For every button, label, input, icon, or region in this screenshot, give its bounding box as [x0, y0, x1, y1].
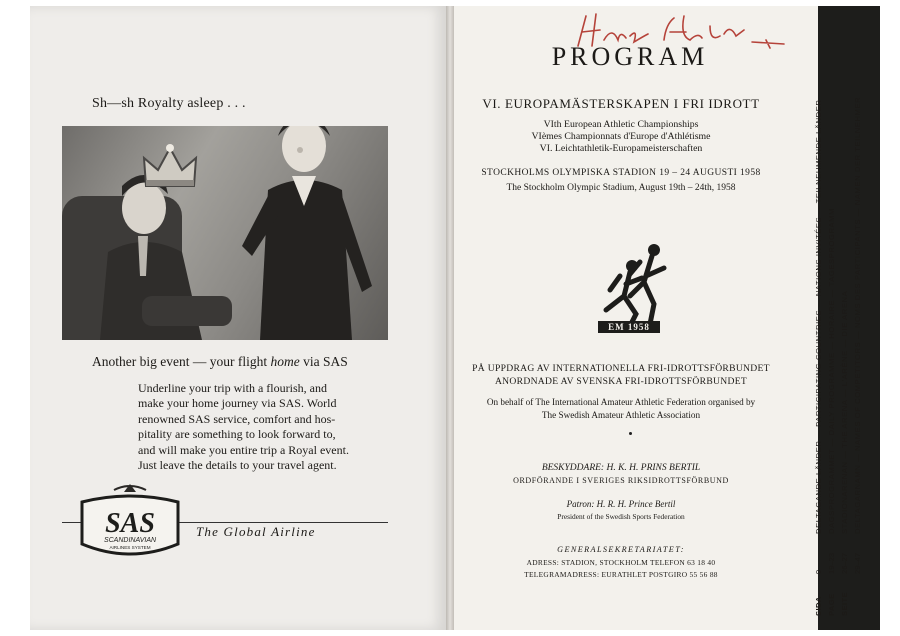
- patron-swedish: [454, 463, 788, 473]
- contents-pages: 19–23: [827, 552, 836, 574]
- organiser-note: [454, 396, 788, 421]
- patron-swedish-title: ORDFÖRANDE I SVERIGES RIKSIDROTTSFÖRBUND: [513, 476, 729, 485]
- page-key-de: SEITE: [840, 592, 849, 616]
- contents-row: [838, 16, 851, 616]
- contents-title: DELTAGARNAMN — NAMES OF COMPETITORS — NOMS DES PARTICIPANTS — NAMEN DER TEILNEHMER: [853, 96, 862, 534]
- sas-logo: [74, 480, 186, 570]
- ad-subhead-suffix: via SAS: [299, 354, 348, 369]
- contents-row: [851, 16, 864, 616]
- championship-title-de: VI. Leichtathletik-Europameisterschaften: [539, 143, 703, 154]
- secretariat-label: GENERALSEKRETARIATET:: [557, 545, 685, 554]
- contents-row: [812, 16, 825, 616]
- commission-line-2: ANORDNADE AV SVENSKA FRI-IDROTTSFÖRBUNDET: [494, 376, 748, 387]
- contents-row: [825, 16, 838, 616]
- venue-english: The Stockholm Olympic Stadium, August 19th – 24th, 1958: [506, 183, 736, 193]
- stewardess-figure: [212, 126, 388, 340]
- patron-english: [454, 499, 788, 509]
- patron-english-text: Patron: H. R. H. Prince Bertil: [566, 499, 676, 509]
- commission-line-1: PÅ UPPDRAG AV INTERNATIONELLA FRI-IDROTTSFÖRBUNDET: [472, 363, 770, 374]
- ad-body-line: pitality are something to look forward to,: [138, 427, 336, 442]
- contents-index: [812, 16, 866, 616]
- ad-body-line: and will make you entire trip a Royal event.: [138, 442, 349, 457]
- crown-icon: [140, 142, 200, 192]
- patron-swedish-text: BESKYDDARE: H. K. H. PRINS BERTIL: [541, 463, 701, 473]
- emblem-year-badge: EM 1958: [598, 321, 660, 333]
- contents-pages: 29–47: [853, 552, 862, 574]
- patron-english-title: President of the Swedish Sports Federation: [557, 512, 685, 521]
- advertisement-photo: [62, 126, 388, 340]
- ad-body-line: Just leave the details to your travel agent.: [138, 458, 337, 473]
- championship-title-fr: VIèmes Championnats d'Europe d'Athlétisme: [531, 131, 711, 142]
- airline-tagline: The Global Airline: [196, 524, 316, 539]
- page-key-en: PAGE: [827, 593, 836, 616]
- ad-body-line: renowned SAS service, comfort and hos-: [138, 411, 336, 426]
- program-title: PROGRAM: [551, 42, 709, 71]
- contents-pages: 9: [814, 569, 823, 574]
- organiser-note-line: On behalf of The International Amateur Athletic Federation organised by: [486, 397, 756, 407]
- ad-body-line: Underline your trip with a flourish, and: [138, 381, 327, 395]
- ad-subhead-prefix: Another big event — your flight: [92, 354, 271, 369]
- secretariat-telegram: TELEGRAMADRESS: EURATHLET POSTGIRO 55 56 88: [524, 570, 718, 579]
- secretariat-address: ADRESS: STADION, STOCKHOLM TELEFON 63 18 40: [526, 558, 716, 567]
- sas-logo-brand: SAS: [105, 508, 155, 539]
- contents-title: STADIONARENAN — THE ARENA — L'ARÈNE — DIE ARENA: [840, 290, 849, 534]
- contents-pages: 26–27: [840, 552, 849, 574]
- championship-title-en: VIth European Athletic Championships: [543, 119, 699, 130]
- championship-title: VI. EUROPAMÄSTERSKAPEN I FRI IDROTT: [482, 96, 760, 111]
- page-key-spacer: [851, 574, 864, 616]
- page-key-sv: SIDA: [814, 596, 823, 616]
- venue-swedish: STOCKHOLMS OLYMPISKA STADION 19 – 24 AUGUSTI 1958: [481, 168, 761, 178]
- ad-subhead: [92, 354, 348, 370]
- ad-subhead-emphasis: home: [270, 354, 300, 369]
- sas-logo-line1: SCANDINAVIAN: [103, 537, 157, 544]
- contents-title: DELTAGANDE LÄNDER — PARTICIPATING COUNTRIES — NATIONS INVITÉES — TEILNEHMENDE LÄNDER: [814, 99, 823, 534]
- divider-dot: [629, 432, 632, 435]
- contents-title: DAGSPROGRAMMET — DAILY PROGRAMME — HORAIRE — TAGESPROGRAMM: [827, 207, 836, 534]
- book-gutter: [446, 6, 454, 630]
- organiser-note-line: The Swedish Amateur Athletic Association: [541, 409, 701, 420]
- ad-headline: Sh—sh Royalty asleep . . .: [92, 96, 246, 111]
- ad-body-copy: [138, 381, 388, 473]
- sas-logo-line2: AIRLINES SYSTEM: [109, 545, 151, 550]
- ad-body-line: make your home journey via SAS. World: [138, 396, 337, 411]
